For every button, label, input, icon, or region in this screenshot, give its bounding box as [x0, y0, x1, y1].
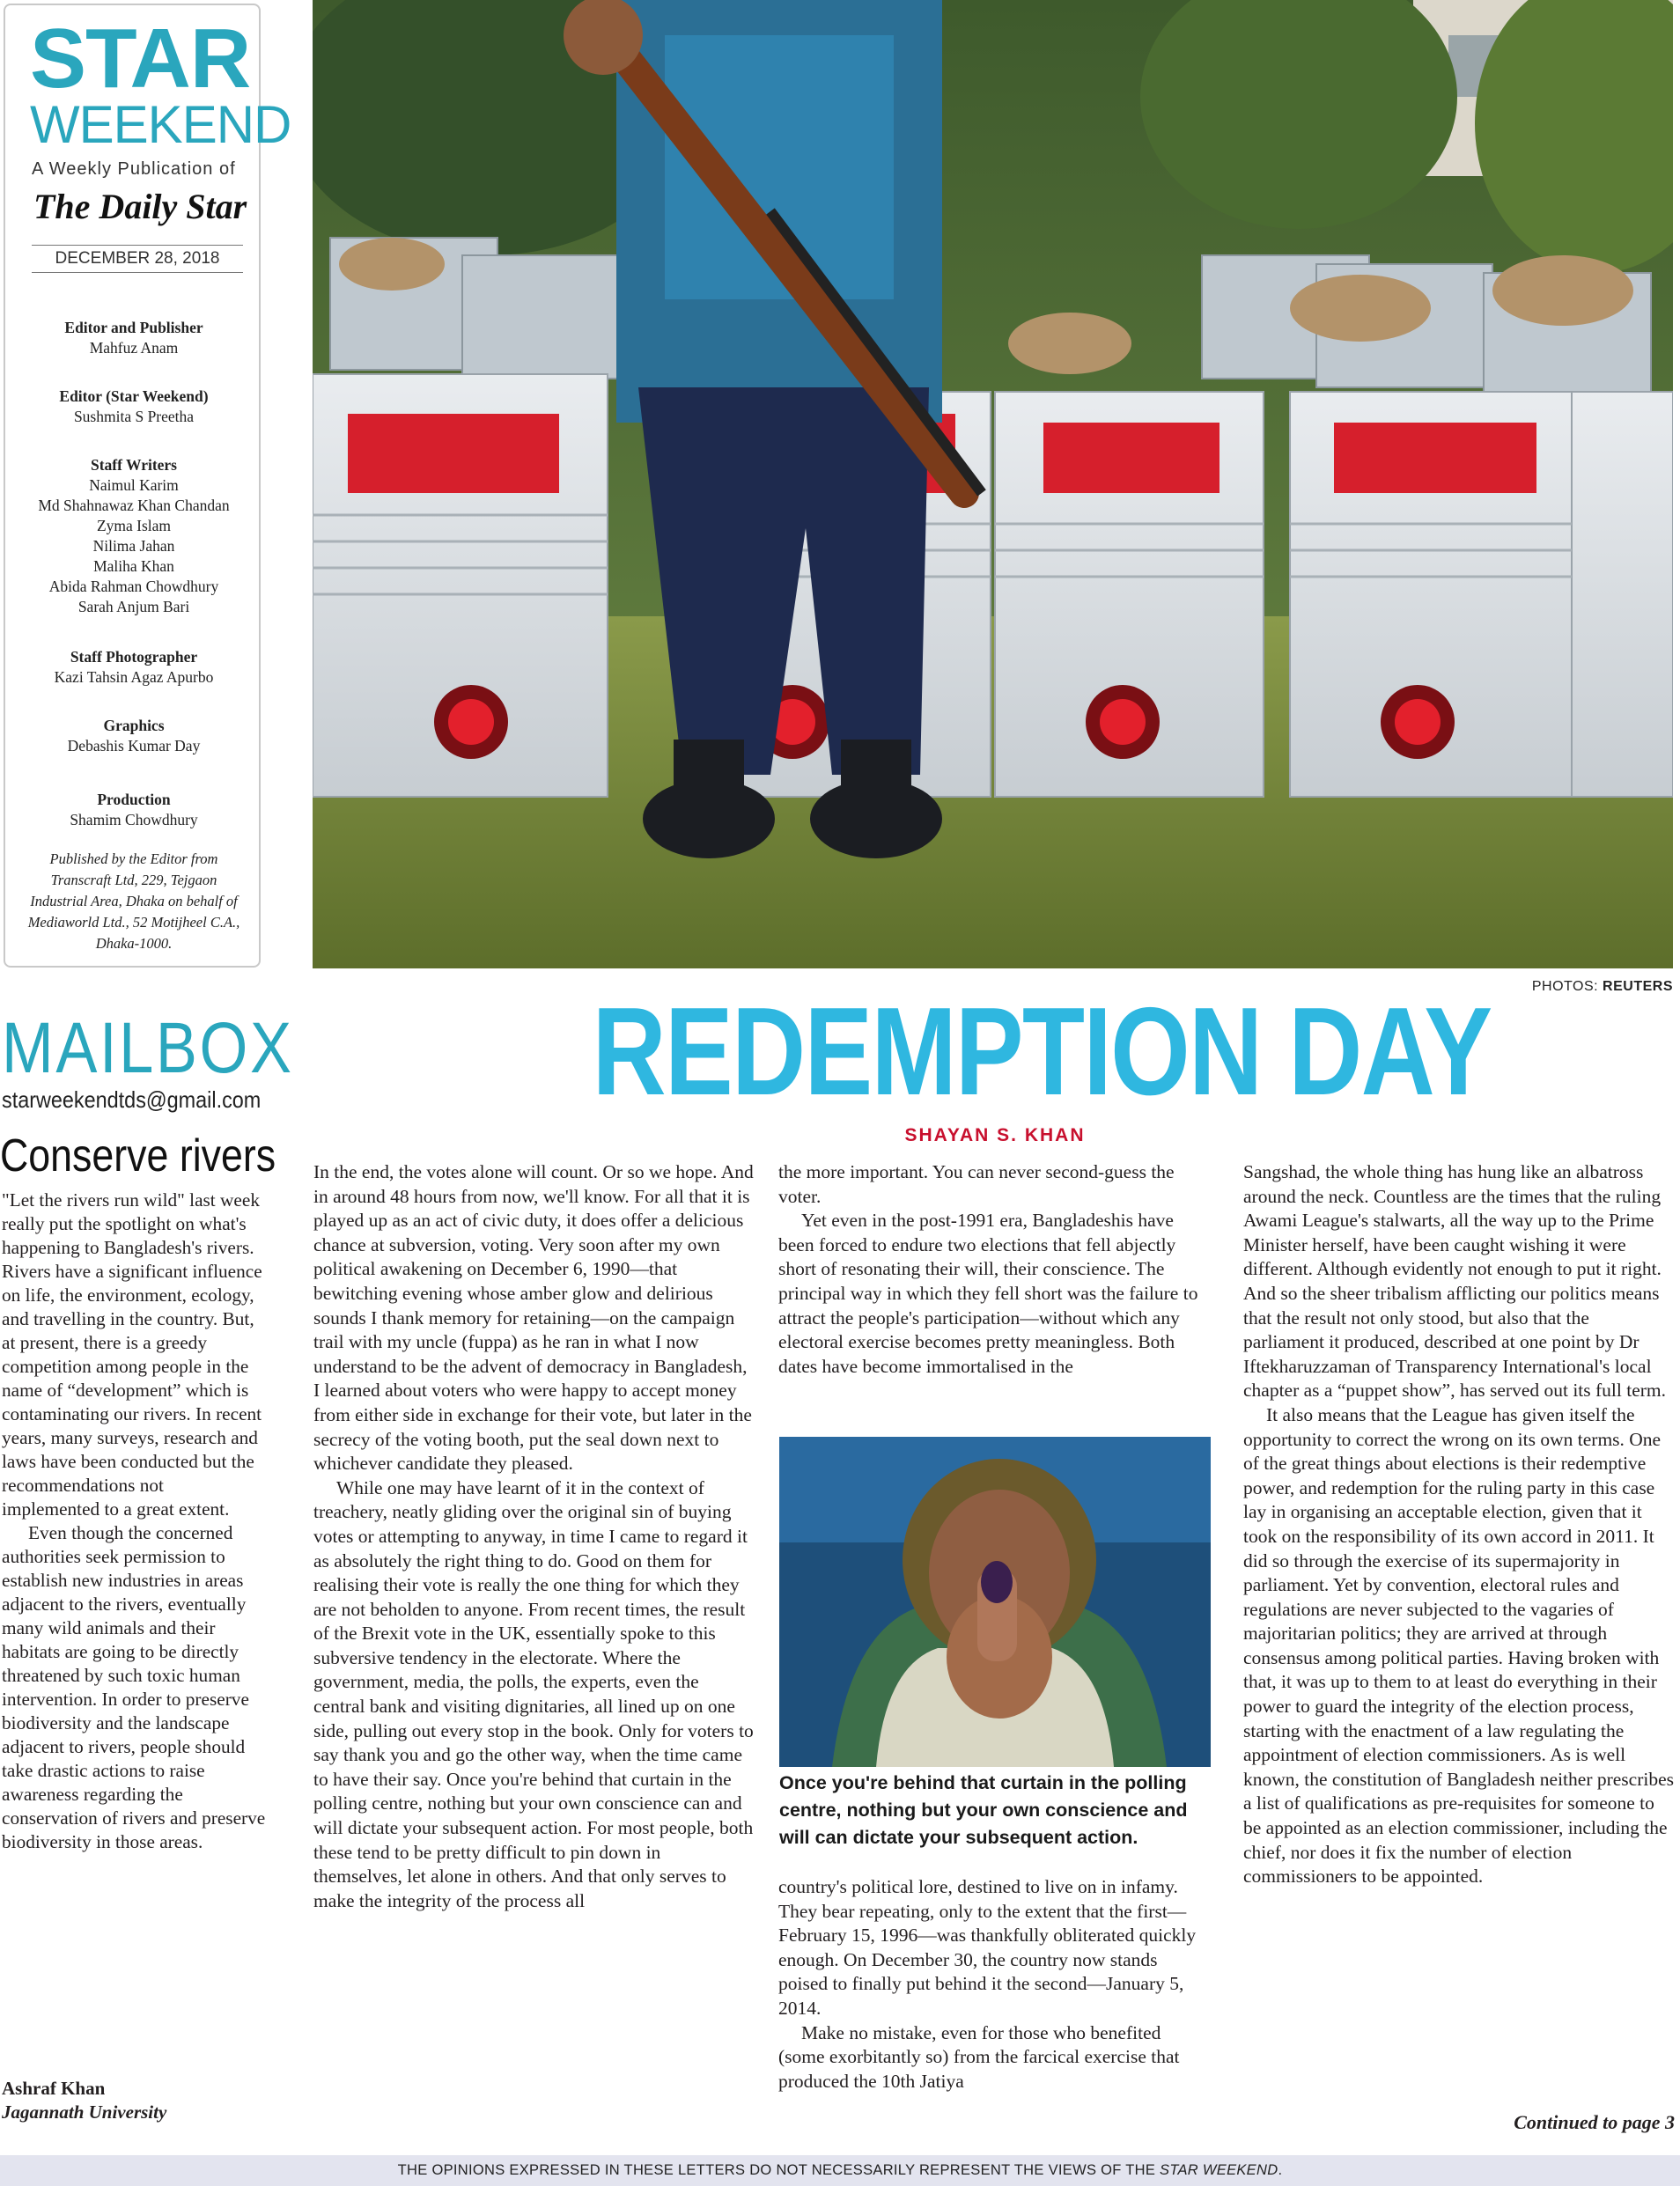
- staff-block-editor-publisher: [5, 318, 262, 358]
- article-headline: REDEMPTION DAY: [592, 982, 1492, 1122]
- staff-role: Editor and Publisher: [64, 319, 203, 336]
- article-paragraph: It also means that the League has given itself the opportunity to correct the wrong on its own terms. One of the great things about elections is their redemptive power, and redemption for the ruling party in this case lay in organising an acceptable election, given that it took on the responsibility of its own accord in 2011. It did so through the exercise of its supermajority in parliament. Yet by convention, electoral rules and regulations are never subjected to the vagaries of majoritarian politics; they are arrived at through consensus among political parties. Having broken with that, it was up to them to at least do everything in their power to guard the integrity of the election process, starting with the enactment of a law regulating the appointment of election commissioners. As is well known, the constitution of Bangladesh neither prescribes a list of qualifications as pre-requisites for someone to be appointed as an election commissioner, including the chief, nor does it fix the number of election commissioners to be appointed.: [1243, 1403, 1675, 1888]
- disclaimer-paper: STAR WEEKEND: [1160, 2162, 1278, 2178]
- staff-name: Sarah Anjum Bari: [77, 598, 190, 615]
- mailbox-title: MAILBOX: [2, 1008, 294, 1088]
- staff-name: Naimul Karim: [89, 476, 179, 494]
- article-paragraph: Yet even in the post-1991 era, Bangladeshis have been forced to endure two elections that fell abjectly short of resonating their will, their conscience. The principal way in which they fell short was the failure to attract the people's participation—without which any electoral exercise becomes pretty meaningless. Both dates have become immortalised in the: [778, 1210, 1198, 1377]
- hero-photo-illustration: [313, 0, 1673, 968]
- letter-paragraph: Even though the concerned authorities seek permission to establish new industries in areas adjacent to the rivers, eventually many wild animals and their habitats are going to be directly threatened by such toxic human intervention. In order to preserve biodiversity and the landscape adjacent to rivers, people should take drastic actions to raise awareness regarding the conservation of rivers and preserve biodiversity in those areas.: [2, 1522, 266, 1852]
- publisher-note: Published by the Editor from Transcraft Ltd, 229, Tejgaon Industrial Area, Dhaka on behalf of Mediaworld Ltd., 52 Motijheel C.A., Dhaka-1000.: [27, 850, 240, 952]
- letter-affiliation: Jagannath University: [2, 2101, 167, 2123]
- staff-role: Production: [97, 791, 171, 808]
- staff-block-production: [5, 790, 262, 830]
- article-column-2-top: [778, 1160, 1210, 1379]
- staff-block-graphics: [5, 716, 262, 756]
- article-paragraph: In the end, the votes alone will count. Or so we hope. And in around 48 hours from now, we'll know. For all that it is played up as an act of civic duty, it does offer a delicious chance at subversion, voting. Very soon after my own political awakening on December 6, 1990—that bewitching evening whose amber glow and delirious sounds I thank memory for retaining—on the campaign trail with my uncle (fuppa) as he ran in what I now understand to be the advent of democracy in Bangladesh, I learned about voters who were happy to accept money from either side in exchange for their vote, but later in the secrecy of the voting booth, put the seal down next to whichever candidate they pleased.: [313, 1161, 754, 1475]
- staff-name: Md Shahnawaz Khan Chandan: [38, 497, 230, 514]
- article-paragraph: Sangshad, the whole thing has hung like an albatross around the neck. Countless are the times that the ruling Awami League's stalwarts, all the way up to the Prime Minister herself, have been caught wishing it were different. Although evidently not enough to put it right. And so the sheer tribalism afflicting our politics means that the result not only stood, but also that the parliament it produced, described at one point by Dr Iftekharuzzaman of Transparency International's local chapter as a “puppet show”, has served out its full term.: [1243, 1161, 1667, 1402]
- staff-name: Sushmita S Preetha: [73, 408, 195, 425]
- disclaimer-text: THE OPINIONS EXPRESSED IN THESE LETTERS DO NOT NECESSARILY REPRESENT THE VIEWS OF THE: [397, 2162, 1161, 2178]
- staff-role: Graphics: [103, 717, 165, 734]
- brand-tagline: A Weekly Publication of: [32, 159, 236, 179]
- staff-block-editor: [5, 386, 262, 427]
- brand-weekend: WEEKEND: [30, 95, 291, 154]
- photo-credit-prefix: PHOTOS:: [1531, 979, 1603, 994]
- issue-date: DECEMBER 28, 2018: [32, 245, 243, 273]
- masthead-box: [4, 4, 291, 968]
- article-byline: SHAYAN S. KHAN: [904, 1125, 1086, 1145]
- staff-name: Nilima Jahan: [92, 537, 175, 555]
- staff-role: Staff Photographer: [70, 648, 198, 666]
- brand-star: STAR: [30, 11, 251, 106]
- staff-name: Kazi Tahsin Agaz Apurbo: [54, 668, 214, 686]
- article-paragraph: Make no mistake, even for those who benefited (some exorbitantly so) from the farcical exercise that produced the 10th Jatiya: [778, 2021, 1180, 2092]
- staff-name: Abida Rahman Chowdhury: [48, 578, 219, 595]
- footer-disclaimer: [0, 2155, 1680, 2186]
- staff-role: Editor (Star Weekend): [59, 387, 209, 405]
- staff-block-photographer: [5, 647, 262, 688]
- letter-title: Conserve rivers: [0, 1130, 276, 1181]
- staff-name: Debashis Kumar Day: [67, 737, 201, 754]
- staff-name: Maliha Khan: [93, 557, 174, 575]
- photo-credit-source: REUTERS: [1603, 979, 1673, 994]
- staff-name: Shamim Chowdhury: [70, 811, 198, 828]
- article-column-2-bottom: [778, 1875, 1210, 2094]
- parent-paper-logo: The Daily Star: [33, 187, 247, 226]
- continued-link[interactable]: Continued to page 3: [1514, 2111, 1675, 2133]
- disclaimer-end: .: [1278, 2162, 1283, 2178]
- mailbox-email[interactable]: starweekendtds@gmail.com: [2, 1086, 262, 1113]
- letter-body: [2, 1189, 266, 1854]
- article-paragraph: the more important. You can never second-guess the voter.: [778, 1161, 1175, 1207]
- staff-role: Staff Writers: [90, 456, 177, 474]
- letter-author: Ashraf Khan: [2, 2078, 106, 2099]
- article-column-1: [313, 1160, 754, 1913]
- staff-block-writers: [5, 455, 262, 617]
- article-column-3: [1243, 1160, 1675, 1889]
- staff-name: Mahfuz Anam: [89, 339, 179, 357]
- article-paragraph: country's political lore, destined to live on in infamy. They bear repeating, only to the extent that the first—February 15, 1996—was thankfully obliterated quickly enough. On December 30, the country now stands poised to finally put behind it the second—January 5, 2014.: [778, 1876, 1197, 2019]
- inset-caption: Once you're behind that curtain in the polling centre, nothing but your own conscience and will can dictate your subsequent action.: [779, 1772, 1188, 1848]
- inset-photo: [779, 1437, 1211, 1767]
- hero-photo: [313, 0, 1673, 968]
- staff-name: Zyma Islam: [96, 517, 172, 534]
- article-paragraph: While one may have learnt of it in the context of treachery, neatly gliding over the original sin of buying votes or attempting to anyway, in time I came to regard it as absolutely the right thing to do. Good on them for realising their vote is really the one thing for which they are not beholden to anyone. From recent times, the result of the Brexit vote in the UK, essentially spoke to this subversive tendency in the electorate. Where the government, media, the polls, the experts, even the central bank and visiting dignitaries, all lined up on one side, pulling out every stop in the book. Only for voters to say thank you and go the other way, when the time came to have their say. Once you're behind that curtain in the polling centre, nothing but your own conscience can and will dictate your subsequent action. For most people, both these tend to be pretty difficult to pin down in themselves, let alone in others. And that only serves to make the integrity of the process all: [313, 1476, 754, 1911]
- letter-paragraph: "Let the rivers run wild" last week really put the spotlight on what's happening to Bangladesh's rivers. Rivers have a significant influence on life, the environment, ecology, and travelling in the country. But, at present, there is a greedy competition among people in the name of “development” which is contaminating our rivers. In recent years, many surveys, research and laws have been conducted but the recommendations not implemented to a great extent.: [2, 1189, 262, 1520]
- inset-photo-illustration: [779, 1437, 1211, 1767]
